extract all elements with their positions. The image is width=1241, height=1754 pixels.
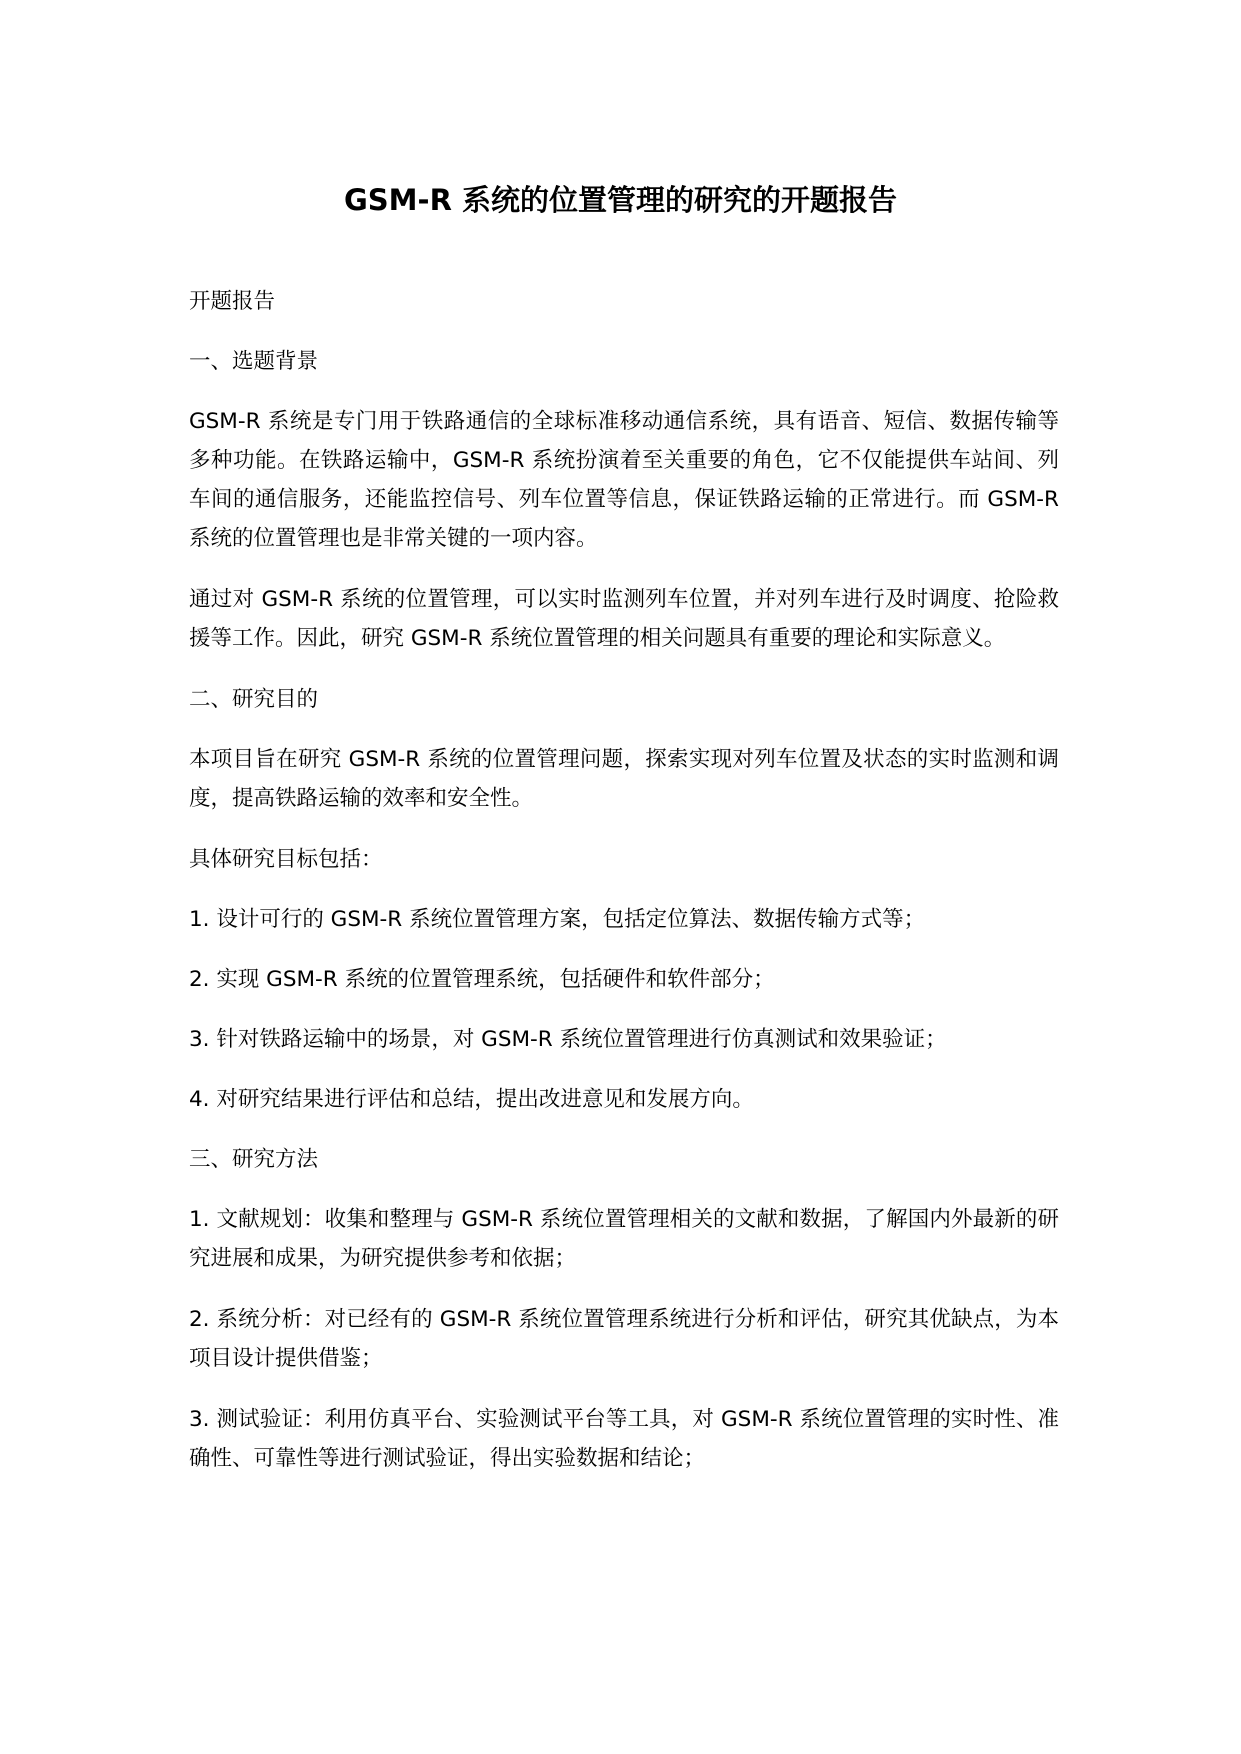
list-item: 1. 设计可行的 GSM-R 系统位置管理方案，包括定位算法、数据传输方式等； xyxy=(189,907,926,932)
list-item: 3. 测试验证：利用仿真平台、实验测试平台等工具，对 GSM-R 系统位置管理的实时性、准确性、可靠性等进行测试验证，得出实验数据和结论； xyxy=(189,1407,1059,1471)
document-title: GSM-R 系统的位置管理的研究的开题报告 xyxy=(343,183,897,217)
paragraph-report-label: 开题报告 xyxy=(189,289,276,314)
list-item: 3. 针对铁路运输中的场景，对 GSM-R 系统位置管理进行仿真测试和效果验证； xyxy=(189,1027,947,1052)
document-body xyxy=(189,282,1059,1500)
paragraph-goals-intro: 具体研究目标包括： xyxy=(189,847,383,872)
list-item: 2. 系统分析：对已经有的 GSM-R 系统位置管理系统进行分析和评估，研究其优缺点，为本项目设计提供借鉴； xyxy=(189,1307,1059,1371)
list-item: 4. 对研究结果进行评估和总结，提出改进意见和发展方向。 xyxy=(189,1087,754,1112)
paragraph: GSM-R 系统是专门用于铁路通信的全球标准移动通信系统，具有语音、短信、数据传输等多种功能。在铁路运输中，GSM-R 系统扮演着至关重要的角色，它不仅能提供车站间、列车间的通信服务，还能监控信号、列车位置等信息，保证铁路运输的正常进行。而 GSM-R 系统的位置管理也是非常关键的一项内容。 xyxy=(189,409,1059,551)
list-item: 1. 文献规划：收集和整理与 GSM-R 系统位置管理相关的文献和数据，了解国内外最新的研究进展和成果，为研究提供参考和依据； xyxy=(189,1207,1059,1271)
paragraph: 本项目旨在研究 GSM-R 系统的位置管理问题，探索实现对列车位置及状态的实时监测和调度，提高铁路运输的效率和安全性。 xyxy=(189,747,1059,811)
list-item: 2. 实现 GSM-R 系统的位置管理系统，包括硬件和软件部分； xyxy=(189,967,775,992)
section-heading-methods: 三、研究方法 xyxy=(189,1147,319,1172)
section-heading-background: 一、选题背景 xyxy=(189,349,319,374)
paragraph: 通过对 GSM-R 系统的位置管理，可以实时监测列车位置，并对列车进行及时调度、抢险救援等工作。因此，研究 GSM-R 系统位置管理的相关问题具有重要的理论和实际意义。 xyxy=(189,587,1059,651)
section-heading-purpose: 二、研究目的 xyxy=(189,687,319,712)
